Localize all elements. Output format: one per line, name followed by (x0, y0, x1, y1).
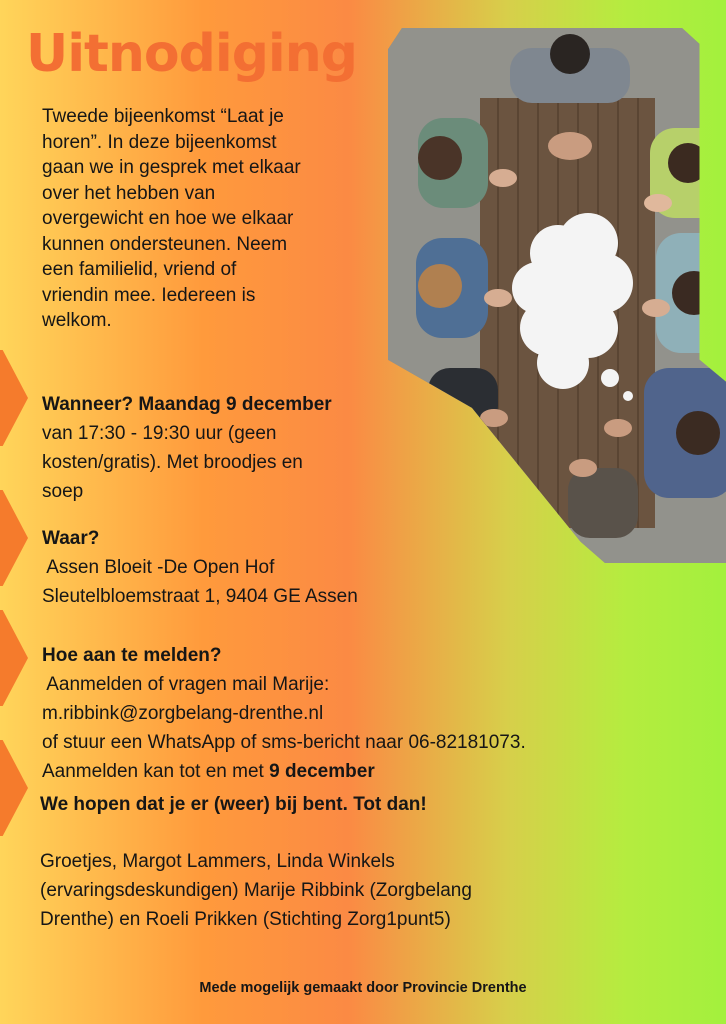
where-section (42, 524, 358, 611)
register-section (42, 641, 526, 786)
closing-text: We hopen dat je er (weer) bij bent. Tot dan! (40, 794, 427, 815)
left-chevron-decoration-2 (0, 490, 28, 586)
intro-line: een familielid, vriend of (42, 259, 237, 280)
intro-line: kunnen ondersteunen. Neem (42, 233, 288, 255)
page-title: Uitnodiging (26, 24, 357, 84)
where-line: Assen Bloeit -De Open Hof (42, 557, 275, 578)
intro-line: gaan we in gesprek met elkaar (42, 157, 301, 178)
credits-line: (ervaringsdeskundigen) Marije Ribbink (Zorgbelang (40, 880, 472, 901)
intro-line: over het hebben van (42, 182, 216, 204)
when-line: kosten/gratis). Met broodjes en (42, 452, 303, 473)
intro-line: welkom. (42, 310, 112, 331)
intro-line: horen”. In deze bijeenkomst (42, 131, 277, 153)
deadline-date: 9 december (269, 761, 375, 782)
intro-text (42, 104, 382, 334)
credits-line: Groetjes, Margot Lammers, Linda Winkels (40, 851, 395, 872)
intro-line: vriendin mee. Iedereen is (42, 284, 256, 306)
when-line: soep (42, 481, 84, 502)
left-chevron-decoration-4 (0, 740, 28, 836)
sponsor-text: Mede mogelijk gemaakt door Provincie Drenthe (199, 980, 527, 996)
when-heading: Wanneer? Maandag 9 december (42, 394, 332, 415)
intro-line: Tweede bijeenkomst “Laat je (42, 106, 284, 127)
credits-text (40, 847, 640, 934)
where-heading: Waar? (42, 528, 100, 549)
when-line: van 17:30 - 19:30 uur (geen (42, 423, 277, 444)
intro-line: overgewicht en hoe we elkaar (42, 208, 294, 229)
left-chevron-decoration-3 (0, 610, 28, 706)
where-line: Sleutelbloemstraat 1, 9404 GE Assen (42, 586, 358, 607)
register-line: Aanmelden of vragen mail Marije: (42, 674, 330, 695)
register-line: of stuur een WhatsApp of sms-bericht naar 06-82181073. (42, 732, 526, 753)
email-link[interactable]: m.ribbink@zorgbelang-drenthe.nl (42, 703, 324, 724)
deadline-prefix: Aanmelden kan tot en met (42, 761, 270, 782)
credits-line: Drenthe) en Roeli Prikken (Stichting Zorg1punt5) (40, 909, 451, 930)
when-section (42, 390, 332, 506)
register-heading: Hoe aan te melden? (42, 645, 222, 666)
meeting-photo (388, 28, 726, 563)
deadline-text (42, 761, 375, 782)
left-chevron-decoration-1 (0, 350, 28, 446)
